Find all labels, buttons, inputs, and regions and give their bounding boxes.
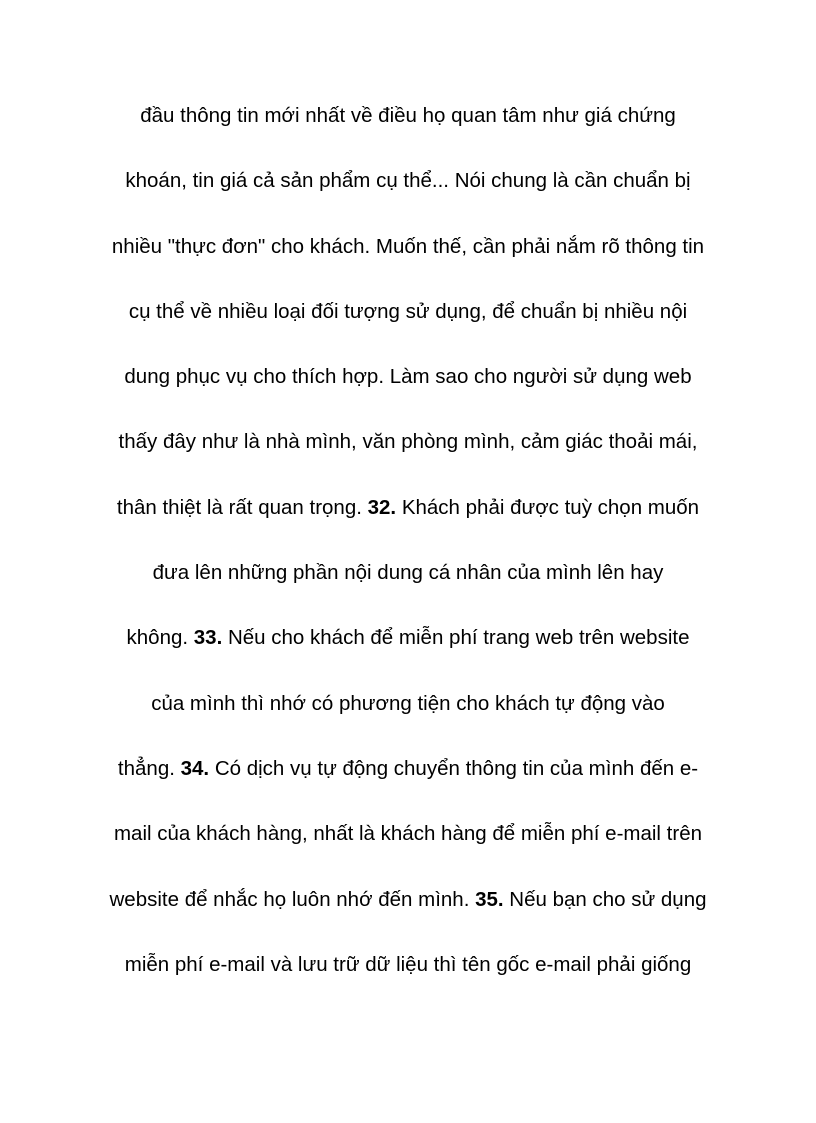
text-line: mail của khách hàng, nhất là khách hàng để miễn phí e-mail trên xyxy=(113,822,703,846)
text-line: miễn phí e-mail và lưu trữ dữ liệu thì tên gốc e-mail phải giống xyxy=(124,952,692,976)
text-line: thấy đây như là nhà mình, văn phòng mình, cảm giác thoải mái, xyxy=(118,430,698,454)
text-line: thân thiệt là rất quan trọng. 32. Khách phải được tuỳ chọn muốn xyxy=(116,495,700,519)
text-line: dung phục vụ cho thích hợp. Làm sao cho người sử dụng web xyxy=(124,365,692,389)
text-line: khoán, tin giá cả sản phẩm cụ thể... Nói chung là cần chuẩn bị xyxy=(125,169,691,193)
item-number: 35. xyxy=(475,887,504,911)
text-line: nhiều "thực đơn" cho khách. Muốn thế, cần phải nắm rõ thông tin xyxy=(111,234,705,258)
item-number: 32. xyxy=(367,495,397,519)
text-line: cụ thể về nhiều loại đối tượng sử dụng, để chuẩn bị nhiều nội xyxy=(128,299,688,323)
item-number: 34. xyxy=(180,756,210,780)
text-line: của mình thì nhớ có phương tiện cho khách tự động vào xyxy=(151,691,665,715)
body-text xyxy=(60,95,756,1009)
text-line: đưa lên những phần nội dung cá nhân của mình lên hay xyxy=(152,561,664,585)
item-number: 33. xyxy=(193,626,223,650)
text-line: đầu thông tin mới nhất về điều họ quan tâm như giá chứng xyxy=(140,104,676,127)
text-line: website để nhắc họ luôn nhớ đến mình. 35. Nếu bạn cho sử dụng xyxy=(109,887,707,911)
text-line: không. 33. Nếu cho khách để miễn phí trang web trên website xyxy=(126,626,690,650)
text-line: thẳng. 34. Có dịch vụ tự động chuyển thông tin của mình đến e- xyxy=(117,756,699,780)
